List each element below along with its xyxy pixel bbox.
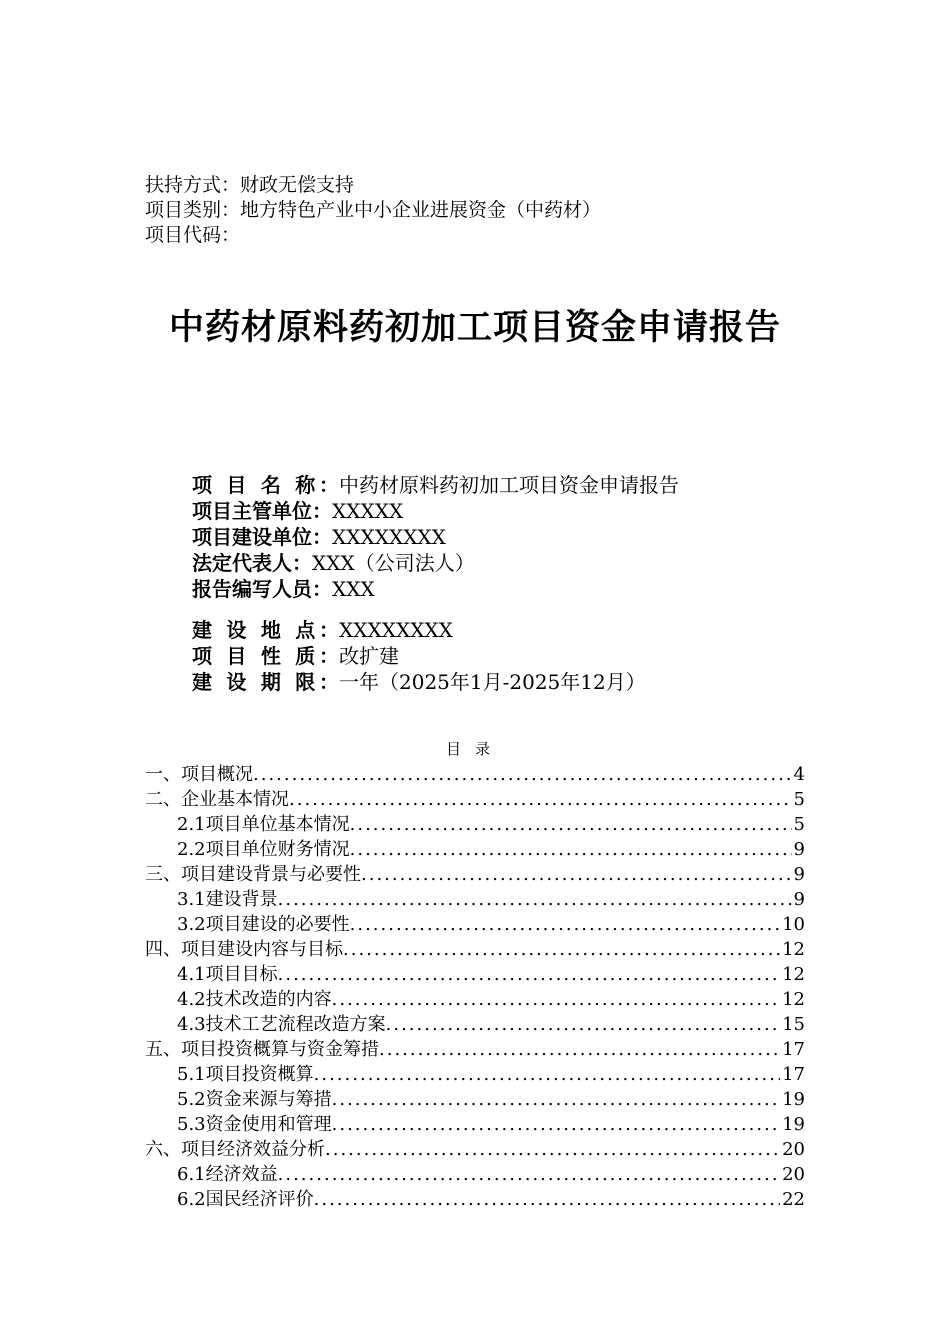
toc-page-number: 17 — [782, 1064, 805, 1085]
info-site-label: 建 设 地 点： — [192, 618, 339, 642]
toc-leader-dots — [332, 1087, 780, 1112]
toc-page-number: 15 — [782, 1014, 805, 1035]
toc-entry[interactable] — [145, 762, 805, 787]
table-of-contents — [145, 762, 805, 1212]
toc-leader-dots — [350, 837, 792, 862]
toc-page-number: 20 — [782, 1139, 805, 1160]
toc-entry[interactable] — [145, 812, 805, 837]
info-builder-value: XXXXXXXX — [332, 525, 446, 549]
info-legal-value: XXX（公司法人） — [312, 551, 475, 575]
toc-entry-text: 5.3资金使用和管理 — [177, 1114, 332, 1135]
project-info — [192, 472, 679, 695]
info-nature-label: 项 目 性 质： — [192, 644, 339, 668]
info-name-value: 中药材原料药初加工项目资金申请报告 — [339, 473, 679, 497]
toc-entry[interactable] — [145, 1037, 805, 1062]
info-authority-row — [192, 498, 679, 524]
toc-leader-dots — [278, 887, 792, 912]
toc-entry-text: 5.1项目投资概算 — [177, 1064, 314, 1085]
toc-entry[interactable] — [145, 1112, 805, 1137]
info-builder-row — [192, 524, 679, 550]
toc-entry[interactable] — [145, 1187, 805, 1212]
toc-leader-dots — [350, 912, 780, 937]
info-legal-label: 法定代表人： — [192, 551, 312, 575]
toc-leader-dots — [314, 1187, 780, 1212]
toc-entry[interactable] — [145, 912, 805, 937]
toc-entry-text: 2.2项目单位财务情况 — [177, 839, 350, 860]
toc-entry-text: 六、项目经济效益分析 — [145, 1139, 325, 1160]
toc-entry-text: 二、企业基本情况 — [145, 789, 289, 810]
toc-leader-dots — [332, 987, 780, 1012]
toc-leader-dots — [350, 812, 792, 837]
support-method: 扶持方式：财政无偿支持 — [145, 174, 355, 196]
info-name-row — [192, 472, 679, 498]
toc-page-number: 12 — [782, 939, 805, 960]
info-authority-label: 项目主管单位： — [192, 499, 332, 523]
info-writer-value: XXX — [332, 577, 375, 601]
toc-entry[interactable] — [145, 937, 805, 962]
info-site-row — [192, 617, 679, 643]
info-writer-row — [192, 576, 679, 602]
info-authority-value: XXXXX — [332, 499, 404, 523]
toc-entry-text: 一、项目概况 — [145, 764, 253, 785]
toc-page-number: 22 — [782, 1189, 805, 1210]
toc-page-number: 20 — [782, 1164, 805, 1185]
toc-entry-text: 四、项目建设内容与目标 — [145, 939, 343, 960]
toc-entry[interactable] — [145, 1087, 805, 1112]
toc-page-number: 12 — [782, 989, 805, 1010]
toc-leader-dots — [361, 862, 792, 887]
toc-leader-dots — [343, 937, 780, 962]
toc-entry-text: 6.1经济效益 — [177, 1164, 278, 1185]
toc-entry[interactable] — [145, 1137, 805, 1162]
toc-entry[interactable] — [145, 1162, 805, 1187]
toc-leader-dots — [278, 1162, 780, 1187]
toc-leader-dots — [278, 962, 780, 987]
document-title: 中药材原料药初加工项目资金申请报告 — [168, 308, 781, 348]
toc-page-number: 19 — [782, 1089, 805, 1110]
toc-entry-text: 4.1项目目标 — [177, 964, 278, 985]
project-category: 项目类别：地方特色产业中小企业进展资金（中药材） — [145, 199, 602, 221]
project-code: 项目代码： — [145, 224, 241, 246]
toc-page-number: 4 — [793, 764, 805, 785]
info-legal-row — [192, 550, 679, 576]
toc-leader-dots — [325, 1137, 780, 1162]
toc-page-number: 10 — [782, 914, 805, 935]
toc-page-number: 9 — [793, 839, 805, 860]
toc-page-number: 12 — [782, 964, 805, 985]
toc-leader-dots — [332, 1112, 780, 1137]
project-meta — [145, 173, 601, 248]
toc-page-number: 9 — [793, 889, 805, 910]
toc-leader-dots — [253, 762, 792, 787]
toc-entry-text: 3.1建设背景 — [177, 889, 278, 910]
toc-leader-dots — [386, 1012, 780, 1037]
toc-page-number: 17 — [782, 1039, 805, 1060]
toc-page-number: 19 — [782, 1114, 805, 1135]
info-site-value: XXXXXXXX — [339, 618, 453, 642]
info-period-value: 一年（2025年1月-2025年12月） — [339, 670, 646, 694]
toc-entry-text: 6.2国民经济评价 — [177, 1189, 314, 1210]
toc-entry-text: 2.1项目单位基本情况 — [177, 814, 350, 835]
toc-entry-text: 4.3技术工艺流程改造方案 — [177, 1014, 386, 1035]
toc-entry[interactable] — [145, 862, 805, 887]
toc-leader-dots — [289, 787, 792, 812]
toc-entry-text: 三、项目建设背景与必要性 — [145, 864, 361, 885]
info-builder-label: 项目建设单位： — [192, 525, 332, 549]
toc-entry-text: 3.2项目建设的必要性 — [177, 914, 350, 935]
toc-entry-text: 4.2技术改造的内容 — [177, 989, 332, 1010]
toc-entry[interactable] — [145, 837, 805, 862]
toc-entry-text: 5.2资金来源与筹措 — [177, 1089, 332, 1110]
toc-entry-text: 五、项目投资概算与资金筹措 — [145, 1039, 379, 1060]
toc-entry[interactable] — [145, 987, 805, 1012]
toc-entry[interactable] — [145, 962, 805, 987]
toc-leader-dots — [314, 1062, 780, 1087]
toc-entry[interactable] — [145, 1062, 805, 1087]
info-writer-label: 报告编写人员： — [192, 577, 332, 601]
info-period-label: 建 设 期 限： — [192, 670, 339, 694]
toc-entry[interactable] — [145, 787, 805, 812]
info-nature-row — [192, 643, 679, 669]
info-period-row — [192, 669, 679, 695]
toc-page-number: 9 — [793, 864, 805, 885]
toc-entry[interactable] — [145, 1012, 805, 1037]
toc-heading: 目录 — [445, 740, 504, 758]
toc-page-number: 5 — [793, 814, 805, 835]
info-name-label: 项 目 名 称： — [192, 473, 339, 497]
toc-leader-dots — [379, 1037, 780, 1062]
toc-page-number: 5 — [793, 789, 805, 810]
toc-entry[interactable] — [145, 887, 805, 912]
info-nature-value: 改扩建 — [339, 644, 399, 668]
